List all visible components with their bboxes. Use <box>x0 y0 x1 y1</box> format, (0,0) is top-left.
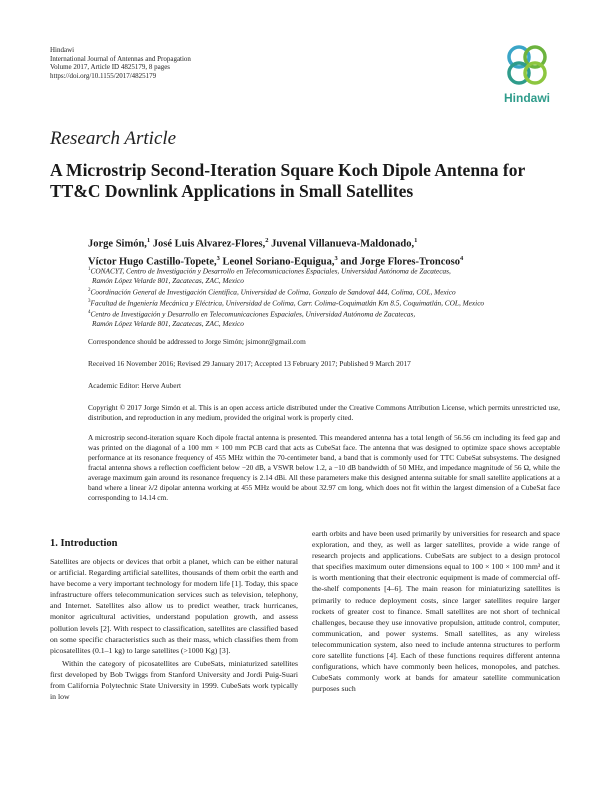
academic-editor: Academic Editor: Herve Aubert <box>88 381 181 390</box>
affiliation-text: CONACYT, Centro de Investigación y Desarrollo en Telecomunicaciones Espaciales, Universidad Autónoma de Zacatecas, <box>90 266 451 276</box>
copyright-notice: Copyright © 2017 Jorge Simón et al. This is an open access article distributed under the Creative Commons Attribution License, which permits unrestricted use, distribution, and reproduction in any medium, provided the original work is properly cited. <box>88 403 560 422</box>
author-name: Juvenal Villanueva-Maldonado, <box>271 238 415 250</box>
article-type: Research Article <box>50 128 177 149</box>
logo-wordmark: Hindawi <box>503 91 550 105</box>
hindawi-logo <box>496 42 558 114</box>
publisher-name: Hindawi <box>50 46 75 54</box>
body-column-right <box>312 528 560 694</box>
author-sup: 3 <box>216 255 220 262</box>
title-line: A Microstrip Second-Iteration Square Koch Dipole Antenna for <box>50 160 526 180</box>
volume-line: Volume 2017, Article ID 4825179, 8 pages <box>50 63 171 72</box>
affiliation-text: Coordinación General de Investigación Científica, Universidad de Colima, Gonzalo de Sandoval 444, Colima, COL, Mexico <box>90 287 456 297</box>
author-sup: 1 <box>146 237 151 244</box>
body-column-left <box>50 556 298 702</box>
author-sup: 3 <box>334 255 338 262</box>
correspondence: Correspondence should be addressed to Jorge Simón; jsimonr@gmail.com <box>88 337 306 346</box>
journal-name: International Journal of Antennas and Propagation <box>50 54 191 63</box>
affiliation <box>88 286 568 297</box>
affiliation-continued: Ramón López Velarde 801, Zacatecas, ZAC, Mexico <box>92 276 244 286</box>
author-sup: 4 <box>459 255 464 262</box>
author-name: Víctor Hugo Castillo-Topete, <box>88 256 217 268</box>
section-heading: 1. Introduction <box>50 538 118 549</box>
paragraph: Within the category of picosatellites are CubeSats, miniaturized satellites first developed by Bob Twiggs from Stanford University and Jordi Puig-Suari from California Polytechnic State University in 1999. CubeSats work typically in low <box>50 658 298 702</box>
author-sup: 2 <box>265 237 269 244</box>
author-line <box>88 234 568 252</box>
affiliation-sup: 3 <box>88 298 91 304</box>
affiliation <box>88 265 568 276</box>
affiliation-sup: 2 <box>88 287 91 293</box>
title-line: TT&C Downlink Applications in Small Satellites <box>50 181 414 201</box>
affiliation-sup: 1 <box>88 267 91 272</box>
author-name: and Jorge Flores-Troncoso <box>340 256 460 268</box>
affiliation-continued: Ramón López Velarde 801, Zacatecas, ZAC, Mexico <box>92 318 244 328</box>
doi-link[interactable]: https://doi.org/10.1155/2017/4825179 <box>50 71 157 80</box>
author-name: José Luis Alvarez-Flores, <box>152 238 266 250</box>
paragraph: earth orbits and have been used primarily by universities for research and space exploration, and they, as well as larger satellites, provide a wide range of research projects and applications. CubeSats are subject to a design protocol that specifies maximum outer dimensions equal to 100 × 100 × 100 mm³ and it is worth mentioning that their electronic equipment is made of commercial off-the-shelf components [4–6]. The main reason for miniaturizing satellites is primarily to reduce deployment costs, since larger satellites require larger rockets of greater cost to finance. Small satellites are not short of technical challenges, because they use innovative propulsion, attitude control, computer, communication, and power systems. Small satellites, as any wireless telecommunication system, also need to include antenna structures to perform core satellite functions [4]. Each of these functions requires different antenna configurations, which have commonly been helices, monopoles, and patches. CubeSats commonly work at bands for amateur satellite communication purposes such <box>312 529 560 694</box>
author-name: Leonel Soriano-Equigua, <box>222 256 335 268</box>
abstract: A microstrip second-iteration square Koch dipole fractal antenna is presented. This meandered antenna has a total length of 56.56 cm including its feed gap and was printed on the diagonal of a 100 mm × 100 mm PCB card that acts as CubeSat face. The antenna that was designed to optimize space shows acceptable performance at its resonance frequency of 455 MHz within the 70-centimeter band, a band that is commonly used for TTC CubeSat subsystems. The designed fractal antenna shows a reflection coefficient below −20 dB, a VSWR below 1.2, a −10 dB bandwidth of 50 MHz, and impedance magnitude of 56 Ω, while the average maximum gain around its resonance frequency is 2.14 dBi. All these parameters make this designed antenna suitable for small satellite applications at a band where a linear λ/2 dipolar antenna working at 455 MHz would be about 32.97 cm long, which does not fit within the largest dimension of a CubeSat face corresponding to 14.14 cm. <box>88 433 560 502</box>
affiliation-sup: 4 <box>88 309 91 315</box>
logo-rings-icon <box>496 42 558 90</box>
article-dates: Received 16 November 2016; Revised 29 January 2017; Accepted 13 February 2017; Published 9 March 2017 <box>88 359 411 368</box>
author-sup: 1 <box>414 237 418 244</box>
affiliation-list <box>88 265 568 328</box>
running-header <box>50 46 191 80</box>
affiliation-text: Facultad de Ingeniería Mecánica y Eléctrica, Universidad de Colima, Carr. Colima-Coquimatlán Km 8.5, Coquimatlán, COL, Mexico <box>90 298 485 308</box>
author-name: Jorge Simón, <box>88 238 147 250</box>
affiliation <box>88 297 568 308</box>
affiliation-text: Centro de Investigación y Desarrollo en Telecomunicaciones Espaciales, Universidad Autónoma de Zacatecas, <box>90 309 416 319</box>
paragraph: Satellites are objects or devices that orbit a planet, which can be either natural or artificial. Regarding artificial satellites, thousands of them orbit the earth and have become a very important technology for modern life [1]. Today, this space infrastructure offers telecommunication services such as television, telephony, and Internet. Satellites also allow us to predict weather, track hurricanes, monitor agricultural activities, understand population growth, and assess pollution levels [2]. With respect to classification, satellites are classified based on some specific characteristics such as their mass, which classifies them from picosatellites (0.1–1 kg) to large satellites (>1000 Kg) [3]. <box>50 557 298 655</box>
article-title <box>50 160 560 202</box>
affiliation <box>88 308 568 319</box>
